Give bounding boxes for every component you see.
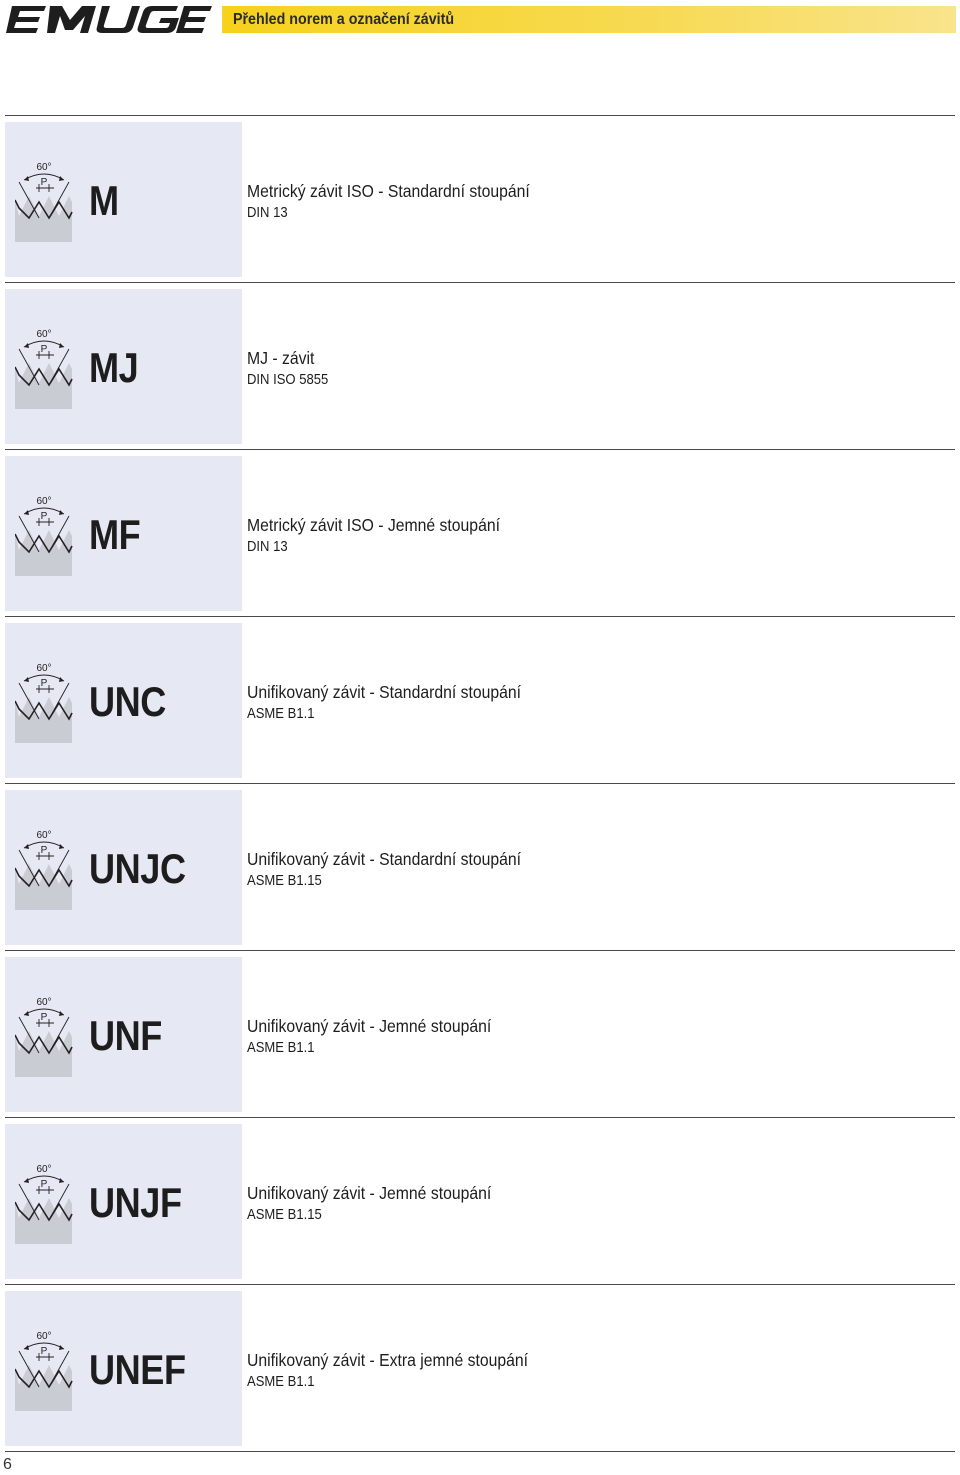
- thread-standard: ASME B1.15: [247, 1207, 322, 1223]
- thread-code: UNJC: [89, 845, 186, 892]
- thread-code: MF: [89, 511, 141, 558]
- pitch-label: P: [40, 845, 48, 856]
- thread-standard: DIN 13: [247, 539, 288, 555]
- section-title-bar: [222, 6, 956, 33]
- list-item: [5, 1284, 955, 1452]
- thread-panel: [5, 957, 242, 1112]
- angle-label: 60°: [36, 162, 52, 173]
- emuge-logo: [6, 6, 212, 33]
- thread-profile-icon: [15, 494, 75, 576]
- page-header: [0, 0, 960, 36]
- thread-panel: [5, 122, 242, 277]
- list-item: [5, 616, 955, 784]
- thread-code: M: [89, 177, 119, 224]
- thread-standard: DIN ISO 5855: [247, 372, 329, 388]
- thread-code: UNF: [89, 1012, 162, 1059]
- page-number: 6: [3, 1456, 12, 1473]
- angle-label: 60°: [36, 1331, 52, 1342]
- pitch-label: P: [40, 1346, 48, 1357]
- pitch-label: P: [40, 177, 48, 188]
- thread-profile-icon: [15, 661, 75, 743]
- footer-divider: [5, 1451, 955, 1452]
- list-item: [5, 449, 955, 617]
- pitch-label: P: [40, 1179, 48, 1190]
- thread-description: Unifikovaný závit - Extra jemné stoupání: [247, 1350, 529, 1370]
- thread-code: MJ: [89, 344, 139, 391]
- angle-label: 60°: [36, 663, 52, 674]
- thread-code: UNC: [89, 678, 166, 725]
- thread-description: MJ - závit: [247, 348, 315, 368]
- thread-panel: [5, 1291, 242, 1446]
- list-item: [5, 1117, 955, 1285]
- thread-panel: [5, 790, 242, 945]
- thread-description: Unifikovaný závit - Jemné stoupání: [247, 1183, 492, 1203]
- thread-code: UNJF: [89, 1179, 182, 1226]
- thread-profile-icon: [15, 995, 75, 1077]
- thread-description: Unifikovaný závit - Standardní stoupání: [247, 849, 522, 869]
- pitch-label: P: [40, 1012, 48, 1023]
- list-item: [5, 783, 955, 951]
- thread-description: Metrický závit ISO - Jemné stoupání: [247, 515, 500, 535]
- list-item: [5, 115, 955, 283]
- angle-label: 60°: [36, 329, 52, 340]
- pitch-label: P: [40, 344, 48, 355]
- pitch-label: P: [40, 511, 48, 522]
- angle-label: 60°: [36, 1164, 52, 1175]
- section-title: Přehled norem a označení závitů: [233, 11, 455, 28]
- thread-standard: ASME B1.1: [247, 1374, 315, 1390]
- thread-panel: [5, 289, 242, 444]
- thread-description: Unifikovaný závit - Standardní stoupání: [247, 682, 522, 702]
- thread-profile-icon: [15, 1162, 75, 1244]
- thread-panel: [5, 456, 242, 611]
- thread-description: Metrický závit ISO - Standardní stoupání: [247, 181, 530, 201]
- thread-description: Unifikovaný závit - Jemné stoupání: [247, 1016, 492, 1036]
- angle-label: 60°: [36, 496, 52, 507]
- thread-standard: ASME B1.1: [247, 1040, 315, 1056]
- angle-label: 60°: [36, 830, 52, 841]
- thread-profile-icon: [15, 1329, 75, 1411]
- list-item: [5, 950, 955, 1118]
- thread-profile-icon: [15, 327, 75, 409]
- thread-code: UNEF: [89, 1346, 186, 1393]
- thread-standard: ASME B1.1: [247, 706, 315, 722]
- list-item: [5, 282, 955, 450]
- thread-profile-icon: [15, 828, 75, 910]
- pitch-label: P: [40, 678, 48, 689]
- thread-panel: [5, 623, 242, 778]
- angle-label: 60°: [36, 997, 52, 1008]
- thread-standard: DIN 13: [247, 205, 288, 221]
- thread-profile-icon: [15, 160, 75, 242]
- thread-standard: ASME B1.15: [247, 873, 322, 889]
- thread-panel: [5, 1124, 242, 1279]
